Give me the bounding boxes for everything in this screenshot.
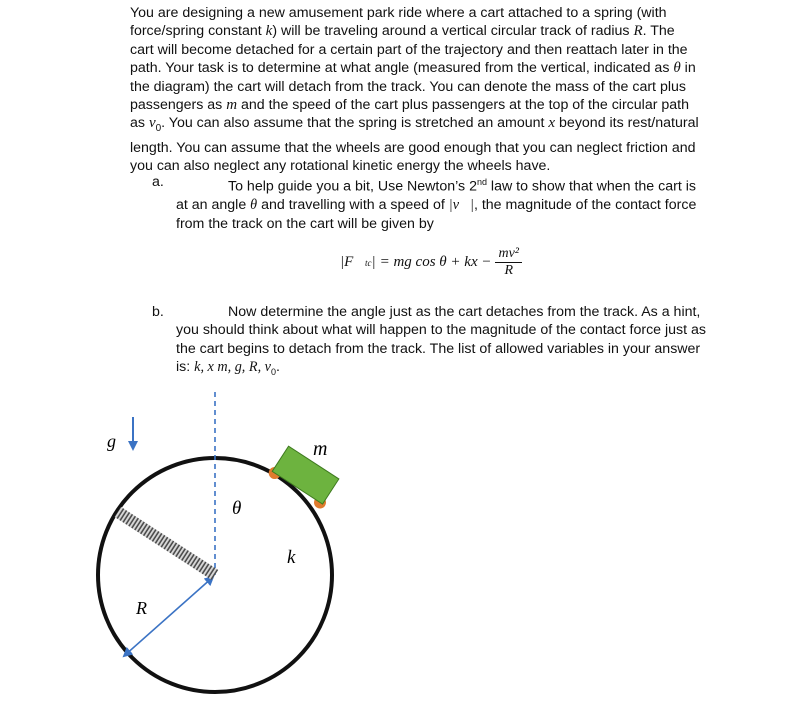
fraction: $\frac{\text{mv²}}{R}$: [495, 246, 522, 279]
radius-label: R: [136, 598, 147, 618]
part-a-text: To help guide you a bit, Use Newton’s 2nd law to show that when the cart is at an angle θ and travelling with a speed of |v⃗|, the magnitude of the contact force from the track on the cart will be given by: [176, 177, 697, 232]
part-b-text: Now determine the angle just as the cart detaches from the track. As a hint, you should think about what will happen to the magnitude of the contact force just as the cart begins to detach from the track. The list of allowed variables in your answer is: k, x m, g, R, $v_0$.: [176, 304, 707, 378]
mass-label: m: [313, 438, 328, 460]
part-b-label: b.: [152, 304, 164, 320]
spring-constant-label: k: [287, 547, 296, 568]
problem-intro: You are designing a new amusement park ride where a cart attached to a spring (with force/spring constant k) will be traveling around a vertical circular track of radius R. The cart will become detached for a certain part of the trajectory and then reattach later in the path. Your task is to determine at what angle (measured from the vertical, indicated as θ in the diagram) the cart will detach from the track. You can denote the mass of the cart plus passengers as m and the speed of the cart plus passengers at the top of the circular path as $v_0$. You can also assume that the spring is stretched an amount x beyond its rest/natural length. You can assume that the wheels are good enough that you can neglect friction and you can also neglect any rotational kinetic energy the wheels have.: [130, 5, 699, 175]
spring: [114, 507, 218, 580]
theta-label: θ: [232, 498, 242, 519]
gravity-label: g⃗: [107, 431, 131, 451]
contact-force-equation: |F⃗ tc | = mg cos θ + kx − $\frac{\text{mv²}}{R}$: [340, 246, 522, 279]
part-a-label: a.: [152, 174, 164, 190]
